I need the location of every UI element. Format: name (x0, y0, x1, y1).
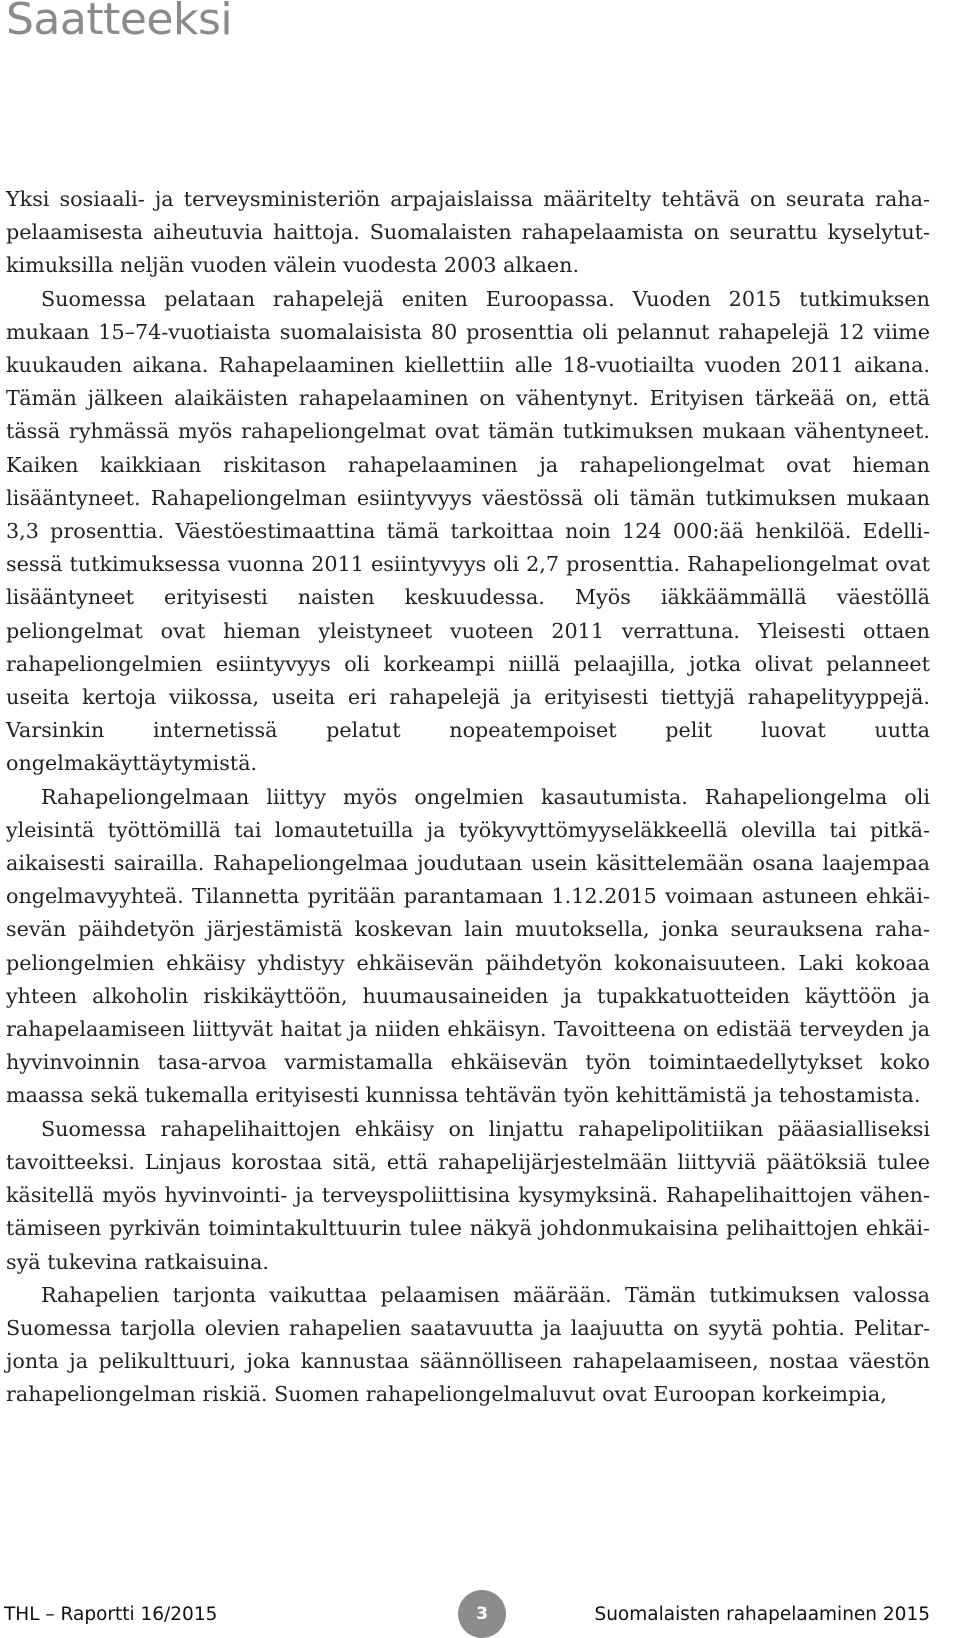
paragraph-prevalence: Suomessa pelataan rahapelejä eniten Euroopassa. Vuoden 2015 tutkimuksen mukaan 15–74-vuotiaista suomalaisista 80 prosenttia oli pelannut rahapelejä 12 viime kuukauden aikana. Rahapelaaminen kiellettiin alle 18-vuotiailta vuoden 2011 aikana. Tämän jälkeen alaikäisten rahapelaaminen on vähentynyt. Erityisen tärkeää on, että tässä ryhmässä myös rahapeliongelmat ovat tämän tutkimuksen mukaan vähentyneet. Kaiken kaikkiaan riskitason rahapelaaminen ja rahapeliongelmat ovat hieman lisääntyneet. Rahapeliongelman esiintyvyys väestössä oli tämän tutkimuksen mukaan 3,3 prosenttia. Väestöestimaattina tämä tarkoittaa noin 124 000:ää henkilöä. Edellisessä tutkimuksessa vuonna 2011 esiintyvyys oli 2,7 prosenttia. Rahapeliongelmat ovat lisääntyneet erityisesti naisten keskuudessa. Myös iäkkäämmällä väestöllä peliongelmat ovat hieman yleistyneet vuoteen 2011 verrattuna. Yleisesti ottaen rahapeliongelmien esiintyvyys oli korkeampi niillä pelaajilla, jotka olivat pelanneet useita kertoja viikossa, useita eri rahapelejä ja erityisesti tiettyjä rahapelityyppejä. Varsinkin internetissä pelatut nopeatempoiset pelit luovat uutta ongelmakäyttäytymistä. (6, 286, 930, 776)
paragraph-policy: Suomessa rahapelihaittojen ehkäisy on linjattu rahapelipolitiikan pääasialliseksi tavoitteeksi. Linjaus korostaa sitä, että rahapelijärjestelmään liittyviä päätöksiä tulee käsitellä myös hyvinvointi- ja terveyspoliittisina kysymyksinä. Rahapelihaittojen vähentämiseen pyrkivän toimintakulttuurin tulee näkyä johdonmukaisina pelihaittojen ehkäisyä tukevina ratkaisuina. (6, 1116, 930, 1274)
page-title: Saatteeksi (6, 0, 233, 45)
body-text (6, 183, 930, 1412)
page-footer (0, 1590, 960, 1638)
paragraph-intro: Yksi sosiaali- ja terveysministeriön arpajaislaissa määritelty tehtävä on seurata rahapelaamisesta aiheutuvia haittoja. Suomalaisten rahapelaamista on seurattu kyselytutkimuksilla neljän vuoden välein vuodesta 2003 alkaen. (6, 187, 930, 278)
paragraph-problem-accumulation: Rahapeliongelmaan liittyy myös ongelmien kasautumista. Rahapeliongelma oli yleisintä työttömillä tai lomautetuilla ja työkyvyttömyyseläkkeellä olevilla tai pitkäaikaisesti sairailla. Rahapeliongelmaa joudutaan usein käsittelemään osana laajempaa ongelmavyyhteä. Tilannetta pyritään parantamaan 1.12.2015 voimaan astuneen ehkäisevän päihdetyön järjestämistä koskevan lain muutoksella, jonka seurauksena rahapeliongelmien ehkäisy yhdistyy ehkäisevän päihdetyön kokonaisuuteen. Laki kokoaa yhteen alkoholin riskikäyttöön, huumausaineiden ja tupakkatuotteiden käyttöön ja rahapelaamiseen liittyvät haitat ja niiden ehkäisyn. Tavoitteena on edistää terveyden ja hyvinvoinnin tasa-arvoa varmistamalla ehkäisevän työn toimintaedellytykset koko maassa sekä tukemalla erityisesti kunnissa tehtävän työn kehittämistä ja tehostamista. (6, 784, 930, 1108)
footer-publication-title: Suomalaisten rahapelaaminen 2015 (594, 1604, 930, 1625)
footer-report-label: THL – Raportti 16/2015 (4, 1604, 218, 1625)
page-number-badge: 3 (458, 1590, 506, 1638)
paragraph-supply: Rahapelien tarjonta vaikuttaa pelaamisen määrään. Tämän tutkimuksen valossa Suomessa tarjolla olevien rahapelien saatavuutta ja laajuutta on syytä pohtia. Pelitarjonta ja pelikulttuuri, joka kannustaa säännölliseen rahapelaamiseen, nostaa väestön rahapeliongelman riskiä. Suomen rahapeliongelmaluvut ovat Euroopan korkeimpia, (6, 1282, 930, 1407)
